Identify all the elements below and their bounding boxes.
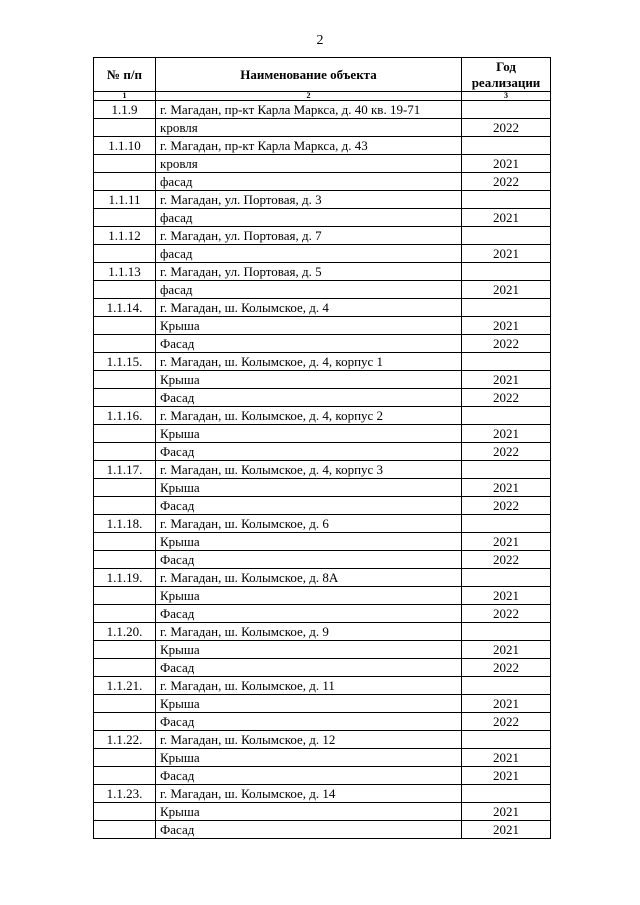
- object-name-cell: Фасад: [156, 713, 462, 731]
- year-cell: 2022: [462, 605, 551, 623]
- row-number-cell: 1.1.19.: [94, 569, 156, 587]
- row-number-cell: 1.1.21.: [94, 677, 156, 695]
- row-number-cell: 1.1.18.: [94, 515, 156, 533]
- object-name-cell: Крыша: [156, 803, 462, 821]
- table-header-row: [94, 58, 551, 92]
- year-cell: 2021: [462, 425, 551, 443]
- row-number-cell: [94, 587, 156, 605]
- row-number-cell: 1.1.14.: [94, 299, 156, 317]
- table-row: [94, 479, 551, 497]
- table-row: [94, 443, 551, 461]
- object-name-cell: г. Магадан, ул. Портовая, д. 7: [156, 227, 462, 245]
- object-name-cell: г. Магадан, ш. Колымское, д. 8А: [156, 569, 462, 587]
- table-row: [94, 209, 551, 227]
- table-row: [94, 515, 551, 533]
- header-number: № п/п: [94, 58, 156, 92]
- row-number-cell: 1.1.10: [94, 137, 156, 155]
- row-number-cell: [94, 425, 156, 443]
- table-row: [94, 803, 551, 821]
- object-name-cell: фасад: [156, 173, 462, 191]
- table-row: [94, 551, 551, 569]
- year-cell: 2021: [462, 821, 551, 839]
- column-number-row: [94, 92, 551, 101]
- object-name-cell: фасад: [156, 281, 462, 299]
- row-number-cell: [94, 335, 156, 353]
- object-name-cell: г. Магадан, ш. Колымское, д. 4: [156, 299, 462, 317]
- year-cell: [462, 137, 551, 155]
- table-row: [94, 407, 551, 425]
- table-row: [94, 137, 551, 155]
- table-row: [94, 821, 551, 839]
- year-cell: [462, 515, 551, 533]
- row-number-cell: [94, 209, 156, 227]
- year-cell: 2021: [462, 641, 551, 659]
- object-name-cell: Крыша: [156, 587, 462, 605]
- year-cell: 2022: [462, 551, 551, 569]
- object-name-cell: Крыша: [156, 695, 462, 713]
- year-cell: [462, 299, 551, 317]
- table-row: [94, 353, 551, 371]
- table-row: [94, 767, 551, 785]
- object-name-cell: г. Магадан, ш. Колымское, д. 11: [156, 677, 462, 695]
- row-number-cell: [94, 389, 156, 407]
- row-number-cell: [94, 281, 156, 299]
- row-number-cell: [94, 605, 156, 623]
- year-cell: [462, 461, 551, 479]
- year-cell: [462, 731, 551, 749]
- object-name-cell: г. Магадан, пр-кт Карла Маркса, д. 43: [156, 137, 462, 155]
- object-name-cell: кровля: [156, 155, 462, 173]
- year-cell: 2021: [462, 479, 551, 497]
- table-row: [94, 245, 551, 263]
- table-body: [94, 101, 551, 839]
- table-row: [94, 785, 551, 803]
- object-name-cell: Фасад: [156, 551, 462, 569]
- row-number-cell: [94, 551, 156, 569]
- table-row: [94, 389, 551, 407]
- year-cell: 2022: [462, 443, 551, 461]
- year-cell: [462, 101, 551, 119]
- object-name-cell: г. Магадан, ш. Колымское, д. 6: [156, 515, 462, 533]
- table-row: [94, 173, 551, 191]
- row-number-cell: [94, 821, 156, 839]
- table-row: [94, 623, 551, 641]
- year-cell: [462, 191, 551, 209]
- object-name-cell: фасад: [156, 245, 462, 263]
- table-row: [94, 641, 551, 659]
- column-number-1: 1: [94, 92, 156, 101]
- table-row: [94, 713, 551, 731]
- year-cell: 2022: [462, 335, 551, 353]
- year-cell: 2021: [462, 317, 551, 335]
- year-cell: 2021: [462, 587, 551, 605]
- object-name-cell: Крыша: [156, 533, 462, 551]
- row-number-cell: 1.1.12: [94, 227, 156, 245]
- table-row: [94, 371, 551, 389]
- table-row: [94, 605, 551, 623]
- row-number-cell: [94, 695, 156, 713]
- row-number-cell: [94, 119, 156, 137]
- table-row: [94, 227, 551, 245]
- object-name-cell: Фасад: [156, 389, 462, 407]
- year-cell: [462, 569, 551, 587]
- year-cell: [462, 263, 551, 281]
- row-number-cell: 1.1.11: [94, 191, 156, 209]
- row-number-cell: 1.1.9: [94, 101, 156, 119]
- header-year: Год реализации: [462, 58, 551, 92]
- object-name-cell: Крыша: [156, 749, 462, 767]
- object-name-cell: Фасад: [156, 605, 462, 623]
- year-cell: 2021: [462, 803, 551, 821]
- row-number-cell: [94, 533, 156, 551]
- table-row: [94, 731, 551, 749]
- table-row: [94, 191, 551, 209]
- object-name-cell: г. Магадан, ш. Колымское, д. 12: [156, 731, 462, 749]
- object-name-cell: Фасад: [156, 821, 462, 839]
- column-number-2: 2: [156, 92, 462, 101]
- table-row: [94, 263, 551, 281]
- row-number-cell: [94, 371, 156, 389]
- row-number-cell: [94, 443, 156, 461]
- table-row: [94, 425, 551, 443]
- object-name-cell: фасад: [156, 209, 462, 227]
- table-row: [94, 677, 551, 695]
- year-cell: [462, 407, 551, 425]
- year-cell: 2022: [462, 119, 551, 137]
- object-name-cell: г. Магадан, ул. Портовая, д. 5: [156, 263, 462, 281]
- year-cell: 2021: [462, 767, 551, 785]
- table-row: [94, 101, 551, 119]
- object-name-cell: Фасад: [156, 767, 462, 785]
- year-cell: [462, 677, 551, 695]
- row-number-cell: [94, 479, 156, 497]
- object-name-cell: кровля: [156, 119, 462, 137]
- column-number-3: 3: [462, 92, 551, 101]
- table-row: [94, 587, 551, 605]
- row-number-cell: [94, 713, 156, 731]
- row-number-cell: 1.1.22.: [94, 731, 156, 749]
- year-cell: 2021: [462, 371, 551, 389]
- row-number-cell: 1.1.17.: [94, 461, 156, 479]
- table-row: [94, 569, 551, 587]
- year-cell: [462, 227, 551, 245]
- row-number-cell: [94, 641, 156, 659]
- year-cell: 2022: [462, 173, 551, 191]
- object-name-cell: г. Магадан, ш. Колымское, д. 4, корпус 3: [156, 461, 462, 479]
- object-name-cell: Фасад: [156, 497, 462, 515]
- year-cell: 2021: [462, 695, 551, 713]
- object-name-cell: Крыша: [156, 641, 462, 659]
- table-row: [94, 281, 551, 299]
- row-number-cell: [94, 317, 156, 335]
- year-cell: 2021: [462, 245, 551, 263]
- table-row: [94, 317, 551, 335]
- table-row: [94, 119, 551, 137]
- table-row: [94, 335, 551, 353]
- object-name-cell: Крыша: [156, 425, 462, 443]
- year-cell: 2021: [462, 749, 551, 767]
- year-cell: 2022: [462, 497, 551, 515]
- row-number-cell: [94, 155, 156, 173]
- row-number-cell: 1.1.13: [94, 263, 156, 281]
- table-row: [94, 659, 551, 677]
- year-cell: 2021: [462, 533, 551, 551]
- objects-table: [93, 57, 551, 839]
- object-name-cell: г. Магадан, ул. Портовая, д. 3: [156, 191, 462, 209]
- row-number-cell: [94, 245, 156, 263]
- object-name-cell: Фасад: [156, 335, 462, 353]
- year-cell: 2021: [462, 281, 551, 299]
- row-number-cell: 1.1.16.: [94, 407, 156, 425]
- table-row: [94, 497, 551, 515]
- object-name-cell: Крыша: [156, 371, 462, 389]
- table-row: [94, 749, 551, 767]
- object-name-cell: г. Магадан, ш. Колымское, д. 9: [156, 623, 462, 641]
- year-cell: 2021: [462, 155, 551, 173]
- row-number-cell: [94, 767, 156, 785]
- row-number-cell: [94, 749, 156, 767]
- row-number-cell: 1.1.15.: [94, 353, 156, 371]
- page-number: 2: [316, 33, 324, 48]
- object-name-cell: г. Магадан, ш. Колымское, д. 4, корпус 1: [156, 353, 462, 371]
- header-object-name: Наименование объекта: [156, 58, 462, 92]
- table-row: [94, 155, 551, 173]
- year-cell: [462, 785, 551, 803]
- year-cell: 2022: [462, 713, 551, 731]
- row-number-cell: [94, 803, 156, 821]
- table-row: [94, 461, 551, 479]
- row-number-cell: [94, 173, 156, 191]
- year-cell: 2022: [462, 659, 551, 677]
- year-cell: [462, 353, 551, 371]
- object-name-cell: г. Магадан, ш. Колымское, д. 14: [156, 785, 462, 803]
- table-row: [94, 533, 551, 551]
- year-cell: 2021: [462, 209, 551, 227]
- row-number-cell: 1.1.23.: [94, 785, 156, 803]
- row-number-cell: [94, 497, 156, 515]
- year-cell: [462, 623, 551, 641]
- year-cell: 2022: [462, 389, 551, 407]
- object-name-cell: г. Магадан, ш. Колымское, д. 4, корпус 2: [156, 407, 462, 425]
- object-name-cell: Фасад: [156, 443, 462, 461]
- row-number-cell: [94, 659, 156, 677]
- object-name-cell: г. Магадан, пр-кт Карла Маркса, д. 40 кв. 19-71: [156, 101, 462, 119]
- table-row: [94, 695, 551, 713]
- row-number-cell: 1.1.20.: [94, 623, 156, 641]
- object-name-cell: Крыша: [156, 479, 462, 497]
- table-row: [94, 299, 551, 317]
- object-name-cell: Крыша: [156, 317, 462, 335]
- object-name-cell: Фасад: [156, 659, 462, 677]
